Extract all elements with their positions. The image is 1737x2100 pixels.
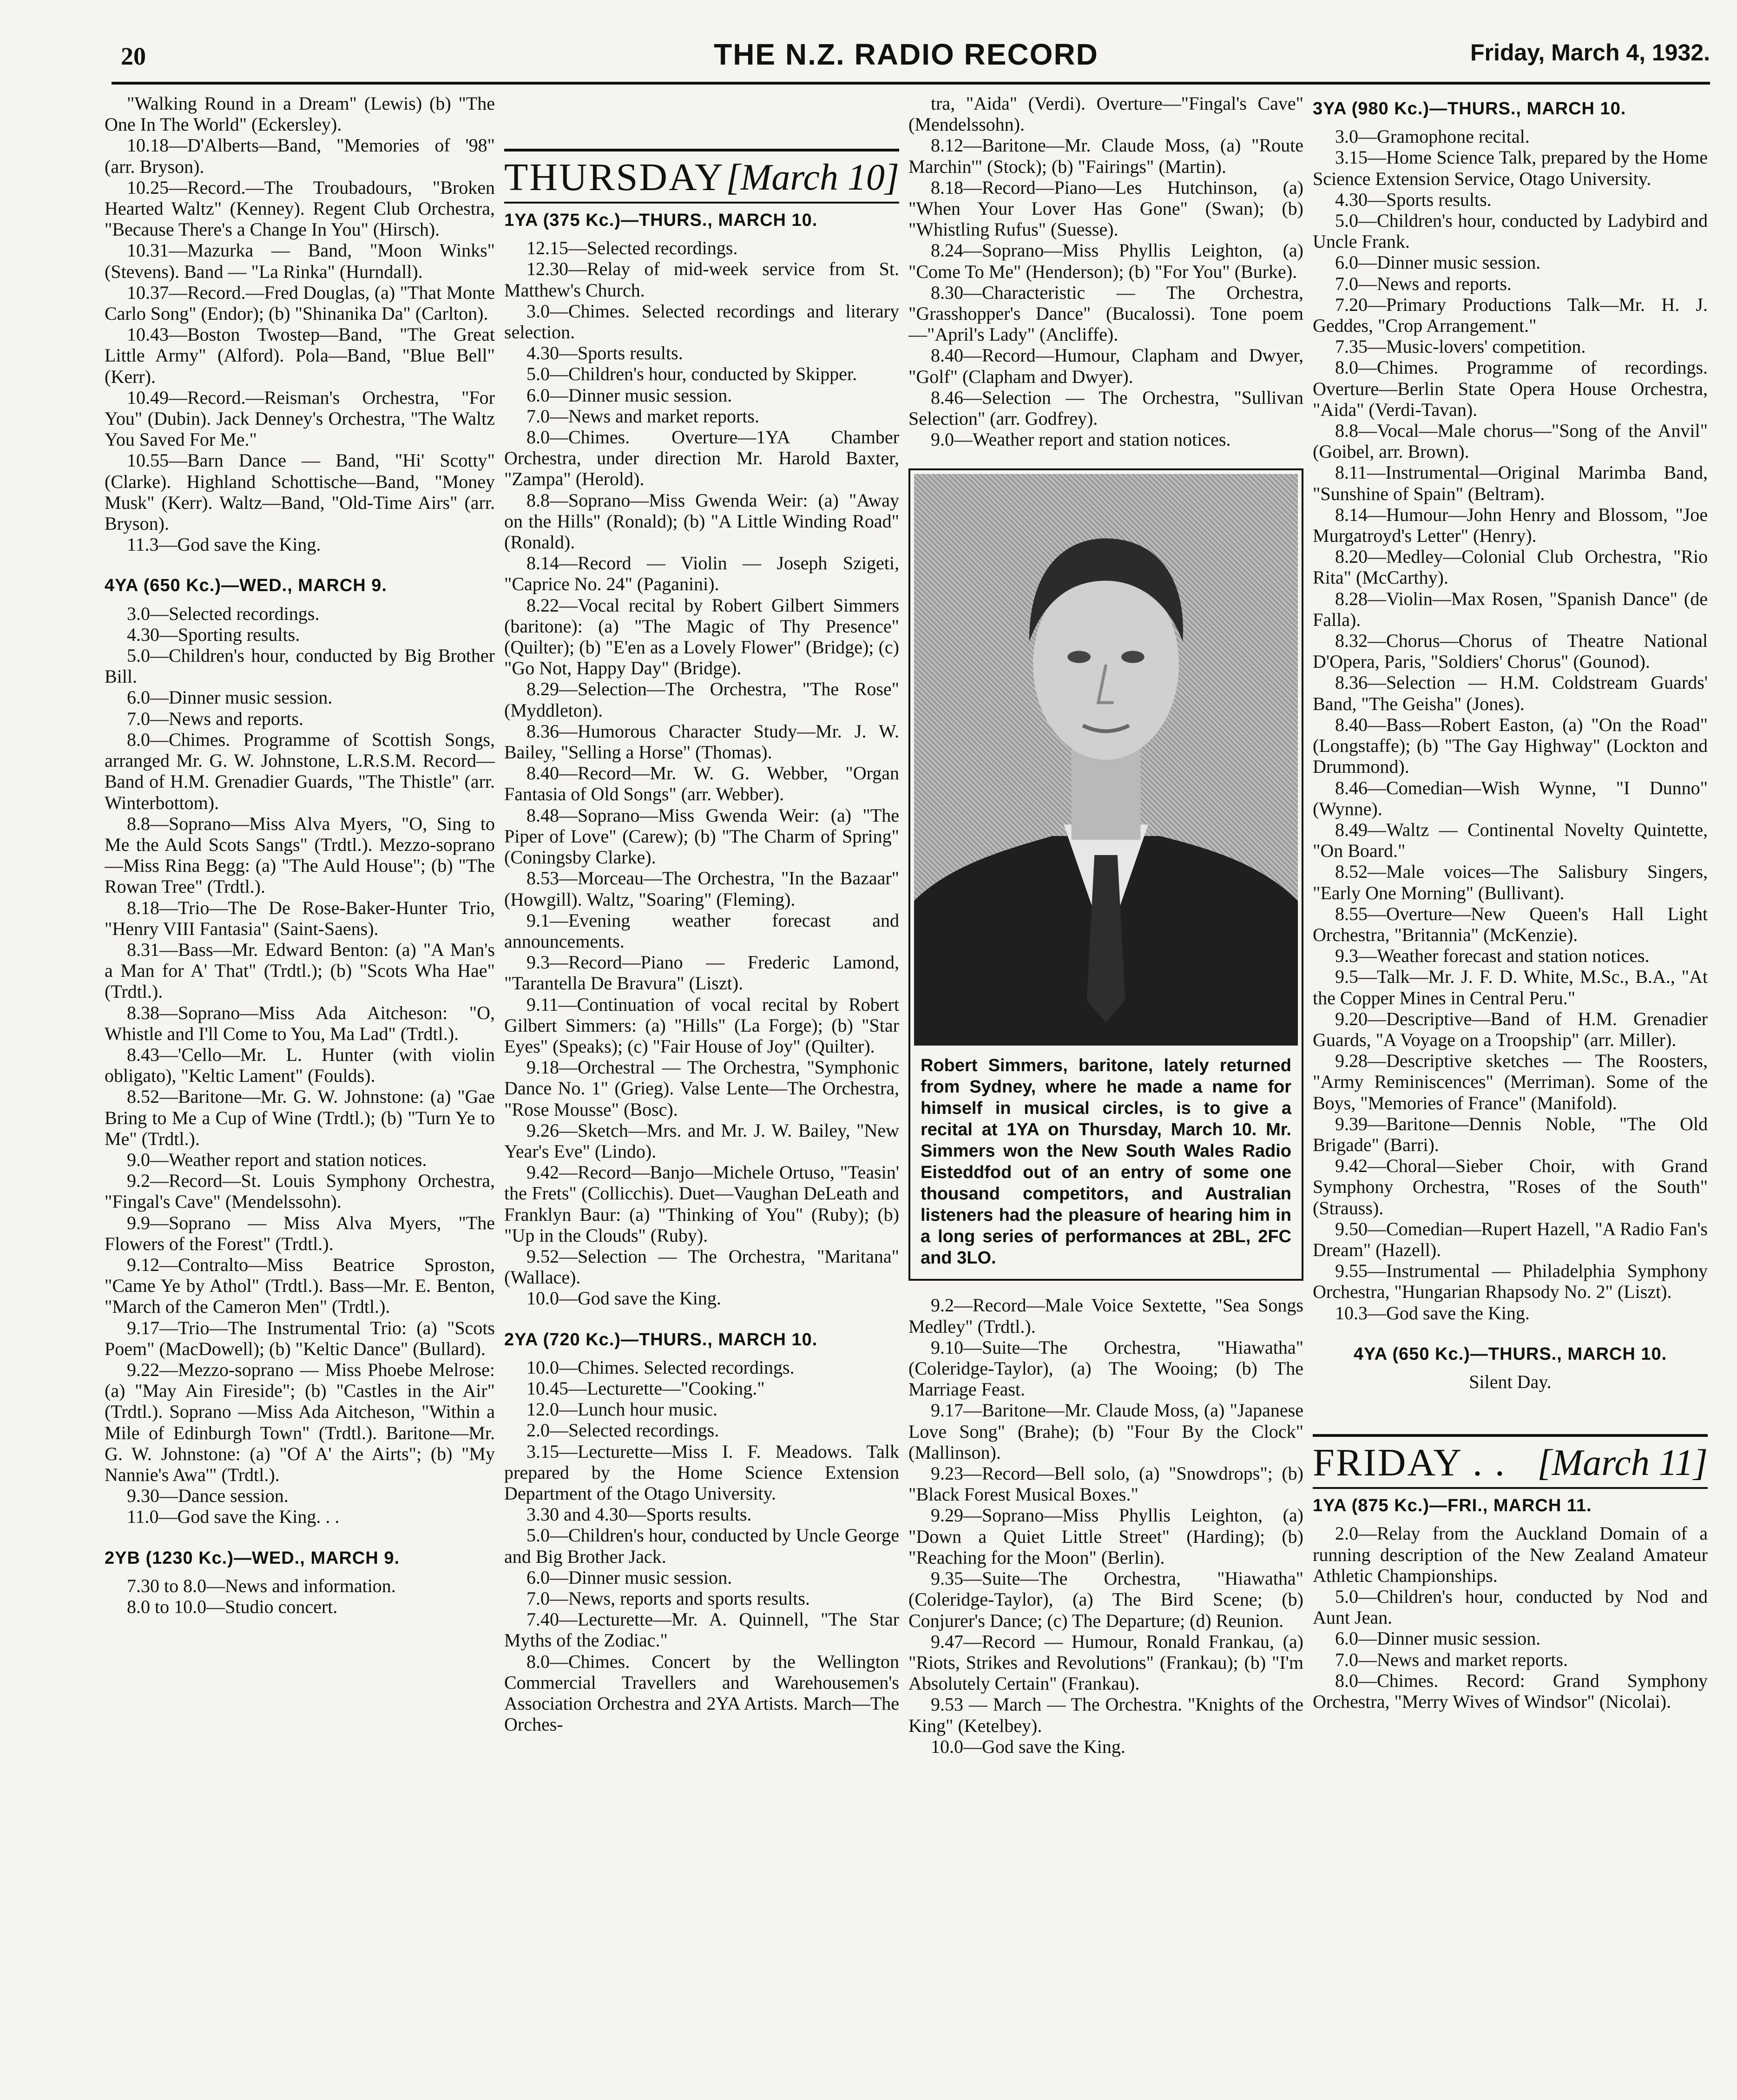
programme-entry: 3.0—Selected recordings. [127,603,320,624]
programme-entry: 7.40—Lecturette—Mr. A. Quinnell, "The Star Myths of the Zodiac." [504,1609,899,1651]
programme-entry: 9.17—Trio—The Instrumental Trio: (a) "Scots Poem" (MacDowell); (b) "Keltic Dance" (Bullard). [105,1317,495,1359]
programme-entry: 2.0—Relay from the Auckland Domain of a running description of the New Zealand Amateur Athletic Championships. [1313,1523,1708,1586]
programme-entry: 9.2—Record—Male Voice Sextette, "Sea Songs Medley" (Trdtl.). [908,1295,1303,1337]
programme-entry: 9.10—Suite—The Orchestra, "Hiawatha" (Coleridge-Taylor), (a) The Wooing; (b) The Marriage Feast. [908,1336,1303,1400]
publication-title: THE N.Z. RADIO RECORD [714,38,1099,71]
programme-3ya-thurs [1313,126,1708,1323]
column-2 [504,93,899,2082]
programme-entry: 7.30 to 8.0—News and information. [127,1575,396,1596]
programme-entry: 9.11—Continuation of vocal recital by Robert Gilbert Simmers: (a) "Hills" (La Forge); (b) "Star Eyes" (Speaks); (c) "Fair House of Joy" (Quilter). [504,994,899,1057]
station-heading-4ya-thurs: 4YA (650 Kc.)—THURS., MARCH 10. [1353,1344,1667,1364]
programme-entry: 7.0—News and reports. [1335,273,1512,294]
programme-entry: 7.0—News and market reports. [526,405,759,427]
programme-entry: 8.40—Record—Humour, Clapham and Dwyer, "Golf" (Clapham and Dwyer). [908,345,1303,387]
continued-programme [105,93,495,555]
programme-entry: 11.3—God save the King. [127,534,321,555]
programme-entry: 3.15—Home Science Talk, prepared by the Home Science Extension Service, Otago University. [1313,147,1708,189]
programme-entry: 8.0—Chimes. Programme of recordings. Overture—Berlin State Opera House Orchestra, "Aida" (Verdi-Tavan). [1313,357,1708,420]
programme-entry: 6.0—Dinner music session. [1335,252,1541,273]
programme-entry: 8.18—Record—Piano—Les Hutchinson, (a) "When Your Lover Has Gone" (Swan); (b) "Whistling Rufus" (Suesse). [908,177,1303,240]
programme-entry: 6.0—Dinner music session. [526,384,732,406]
programme-entry: 6.0—Dinner music session. [127,687,333,708]
day-name: THURSDAY [504,156,724,199]
station-heading-3ya-thurs: 3YA (980 Kc.)—THURS., MARCH 10. [1313,99,1626,118]
programme-1ya-fri [1313,1523,1708,1712]
day-heading-friday [1313,1434,1708,1489]
programme-entry: 6.0—Dinner music session. [526,1567,732,1588]
station-heading-2yb-wed: 2YB (1230 Kc.)—WED., MARCH 9. [105,1548,400,1568]
programme-entry: 5.0—Children's hour, conducted by Ladybird and Uncle Frank. [1313,210,1708,252]
programme-entry: 7.0—News and reports. [127,708,303,729]
programme-entry: 8.18—Trio—The De Rose-Baker-Hunter Trio, "Henry VIII Fantasia" (Saint-Saens). [105,897,495,939]
programme-entry: 12.30—Relay of mid-week service from St. Matthew's Church. [504,258,899,301]
programme-2yb-wed [105,1575,495,1617]
programme-entry: 9.52—Selection — The Orchestra, "Maritana" (Wallace). [504,1245,899,1288]
programme-entry: 9.55—Instrumental — Philadelphia Symphony Orchestra, "Hungarian Rhapsody No. 2" (Liszt). [1313,1260,1708,1303]
programme-2ya-thurs [504,1357,899,1735]
column-1 [105,93,495,2082]
day-date: [March 11] [1537,1442,1708,1484]
programme-entry: 10.45—Lecturette—"Cooking." [526,1377,765,1399]
programme-entry: 8.36—Selection — H.M. Coldstream Guards' Band, "The Geisha" (Jones). [1313,672,1708,714]
column-4 [1313,93,1708,2082]
programme-entry: 2.0—Selected recordings. [526,1420,719,1441]
programme-2ya-late [908,1295,1303,1757]
programme-entry: 3.30 and 4.30—Sports results. [526,1504,752,1525]
programme-entry: 3.0—Gramophone recital. [1335,126,1530,147]
issue-date: Friday, March 4, 1932. [1470,39,1710,66]
programme-entry: 8.52—Male voices—The Salisbury Singers, "Early One Morning" (Bullivant). [1313,861,1708,903]
programme-entry: 9.28—Descriptive sketches — The Roosters, "Army Reminiscences" (Merriman). Some of the Boys, "Memories of France" (Manifold). [1313,1050,1708,1113]
programme-entry: 7.35—Music-lovers' competition. [1335,336,1586,357]
programme-entry: 10.25—Record.—The Troubadours, "Broken Hearted Waltz" (Kenney). Regent Club Orchestra, "Because There's a Change In You" (Hirsch). [105,177,495,240]
programme-entry: 9.12—Contralto—Miss Beatrice Sproston, "Came Ye by Athol" (Trdtl.). Bass—Mr. E. Benton, "March of the Cameron Men" (Trdtl.). [105,1254,495,1317]
day-heading-thursday [504,149,899,204]
programme-entry: 9.42—Record—Banjo—Michele Ortuso, "Teasin' the Frets" (Collicchis). Duet—Vaughan DeLeath and Franklyn Baur: (a) "Thinking of You" (Ruby); (b) "Up in the Clouds" (Ruby). [504,1162,899,1246]
programme-entry: 7.20—Primary Productions Talk—Mr. H. J. Geddes, "Crop Arrangement." [1313,294,1708,336]
programme-entry: 10.43—Boston Twostep—Band, "The Great Little Army" (Alford). Pola—Band, "Blue Bell" (Kerr). [105,324,495,387]
photo-feature [908,468,1303,1281]
programme-entry: 8.11—Instrumental—Original Marimba Band, "Sunshine of Spain" (Beltram). [1313,462,1708,504]
programme-entry: 8.0—Chimes. Programme of Scottish Songs, arranged Mr. G. W. Johnstone, L.R.S.M. Record—Band of H.M. Grenadier Guards, "The Thistle" (arr. Winterbottom). [105,729,495,813]
programme-entry: 9.0—Weather report and station notices. [127,1149,427,1170]
programme-entry: 8.8—Vocal—Male chorus—"Song of the Anvil" (Goibel, arr. Brown). [1313,420,1708,462]
programme-entry: 9.0—Weather report and station notices. [931,429,1231,450]
programme-entry: 9.3—Record—Piano — Frederic Lamond, "Tarantella De Bravura" (Liszt). [504,952,899,994]
programme-entry: 10.55—Barn Dance — Band, "Hi' Scotty" (Clarke). Highland Schottische—Band, "Money Musk" (Kerr). Waltz—Band, "Old-Time Airs" (arr. Bryson). [105,450,495,534]
programme-entry: 4.30—Sports results. [526,342,683,364]
programme-entry: 9.17—Baritone—Mr. Claude Moss, (a) "Japanese Love Song" (Brahe); (b) "Four By the Clock" (Mallinson). [908,1400,1303,1463]
programme-entry: 8.46—Selection — The Orchestra, "Sullivan Selection" (arr. Godfrey). [908,387,1303,429]
programme-entry: 4.30—Sporting results. [127,624,300,645]
programme-entry: 10.0—God save the King. [526,1288,721,1309]
programme-entry: 8.0—Chimes. Concert by the Wellington Commercial Travellers and Warehousemen's Association Orchestra and 2YA Artists. March—The Orches- [504,1651,899,1735]
page-number: 20 [121,42,146,70]
programme-entry: 9.23—Record—Bell solo, (a) "Snowdrops"; (b) "Black Forest Musical Boxes." [908,1463,1303,1505]
column-3 [908,93,1303,2082]
programme-entry: 8.40—Bass—Robert Easton, (a) "On the Road" (Longstaffe); (b) "The Gay Highway" (Lockton and Drummond). [1313,714,1708,777]
programme-entry: 9.9—Soprano — Miss Alva Myers, "The Flowers of the Forest" (Trdtl.). [105,1212,495,1254]
programme-entry: 8.8—Soprano—Miss Gwenda Weir: (a) "Away on the Hills" (Ronald); (b) "A Little Winding Road" (Ronald). [504,489,899,553]
programme-entry: 8.24—Soprano—Miss Phyllis Leighton, (a) "Come To Me" (Henderson); (b) "For You" (Burke). [908,240,1303,282]
programme-1ya-thurs [504,237,899,1309]
station-heading-1ya-thurs: 1YA (375 Kc.)—THURS., MARCH 10. [504,211,818,230]
programme-entry: 3.0—Chimes. Selected recordings and literary selection. [504,300,899,343]
page-header [102,37,1710,84]
programme-entry: 5.0—Children's hour, conducted by Skipper. [526,363,857,385]
programme-entry: 10.0—Chimes. Selected recordings. [526,1356,795,1378]
programme-entry: 9.30—Dance session. [127,1485,289,1507]
programme-entry: 8.32—Chorus—Chorus of Theatre National D'Opera, Paris, "Soldiers' Chorus" (Gounod). [1313,630,1708,672]
programme-entry: 8.14—Record — Violin — Joseph Szigeti, "Caprice No. 24" (Paganini). [504,553,899,595]
programme-entry: 8.22—Vocal recital by Robert Gilbert Simmers (baritone): (a) "The Magic of Thy Presence" (Quilter); (b) "E'en as a Lovely Flower" (Bridge); (c) "Go Not, Happy Day" (Bridge). [504,594,899,679]
programme-entry: 8.14—Humour—John Henry and Blossom, "Joe Murgatroyd's Letter" (Henry). [1313,504,1708,546]
programme-entry: 9.3—Weather forecast and station notices. [1335,945,1650,967]
programme-entry: 3.15—Lecturette—Miss I. F. Meadows. Talk prepared by the Home Science Extension Department of the Otago University. [504,1441,899,1504]
programme-entry: 7.0—News and market reports. [1335,1649,1568,1670]
programme-entry: 5.0—Children's hour, conducted by Big Brother Bill. [105,645,495,687]
programme-entry: 8.31—Bass—Mr. Edward Benton: (a) "A Man's a Man for A' That" (Trdtl.); (b) "Scots Wha Hae" (Trdtl.). [105,939,495,1002]
programme-entry: 9.2—Record—St. Louis Symphony Orchestra, "Fingal's Cave" (Mendelssohn). [105,1170,495,1212]
programme-entry: 8.0 to 10.0—Studio concert. [127,1596,338,1618]
header-rule [112,82,1710,85]
programme-2ya-continued [908,93,1303,450]
station-heading-4ya-wed: 4YA (650 Kc.)—WED., MARCH 9. [105,576,387,596]
programme-entry: 9.18—Orchestral — The Orchestra, "Symphonic Dance No. 1" (Grieg). Valse Lente—The Orchestra, "Rose Mousse" (Bosc). [504,1057,899,1120]
programme-entry: 10.18—D'Alberts—Band, "Memories of '98" (arr. Bryson). [105,135,495,177]
programme-entry: 9.53 — March — The Orchestra. "Knights of the King" (Ketelbey). [908,1694,1303,1736]
programme-entry: 6.0—Dinner music session. [1335,1628,1541,1649]
programme-entry: 10.37—Record.—Fred Douglas, (a) "That Monte Carlo Song" (Endor); (b) "Shinanika Da" (Carlton). [105,282,495,324]
programme-4ya-wed [105,603,495,1527]
programme-entry: 8.40—Record—Mr. W. G. Webber, "Organ Fantasia of Old Songs" (arr. Webber). [504,763,899,805]
programme-entry: 8.48—Soprano—Miss Gwenda Weir: (a) "The Piper of Love" (Carew); (b) "The Charm of Spring" (Coningsby Clarke). [504,804,899,868]
programme-entry: 9.1—Evening weather forecast and announcements. [504,909,899,952]
programme-entry: 8.53—Morceau—The Orchestra, "In the Bazaar" (Howgill). Waltz, "Soaring" (Fleming). [504,868,899,910]
portrait-photo [914,474,1298,1046]
programme-entry: 8.43—'Cello—Mr. L. Hunter (with violin obligato), "Keltic Lament" (Foulds). [105,1044,495,1086]
silent-day-note: Silent Day. [1469,1371,1552,1392]
programme-entry: tra, "Aida" (Verdi). Overture—"Fingal's Cave" (Mendelssohn). [908,93,1303,135]
station-heading-1ya-fri: 1YA (875 Kc.)—FRI., MARCH 11. [1313,1496,1592,1516]
programme-entry: 5.0—Children's hour, conducted by Uncle George and Big Brother Jack. [504,1525,899,1567]
programme-entry: 4.30—Sports results. [1335,189,1492,210]
programme-entry: 8.36—Humorous Character Study—Mr. J. W. Bailey, "Selling a Horse" (Thomas). [504,720,899,763]
programme-entry: 8.30—Characteristic — The Orchestra, "Grasshopper's Dance" (Bucalossi). Tone poem—"April's Lady" (Ancliffe). [908,282,1303,345]
programme-entry: 7.0—News, reports and sports results. [526,1588,810,1609]
programme-entry: 8.29—Selection—The Orchestra, "The Rose" (Myddleton). [504,678,899,721]
programme-entry: 10.0—God save the King. [931,1736,1125,1757]
programme-entry: 12.0—Lunch hour music. [526,1399,718,1420]
station-heading-2ya-thurs: 2YA (720 Kc.)—THURS., MARCH 10. [504,1330,818,1350]
programme-entry: 8.52—Baritone—Mr. G. W. Johnstone: (a) "Gae Bring to Me a Cup of Wine (Trdtl.); (b) "Turn Ye to Me" (Trdtl.). [105,1086,495,1149]
programme-entry: 10.49—Record.—Reisman's Orchestra, "For You" (Dubin). Jack Denney's Orchestra, "The Waltz You Saved For Me." [105,387,495,450]
programme-entry: 9.26—Sketch—Mrs. and Mr. J. W. Bailey, "New Year's Eve" (Lindo). [504,1119,899,1162]
programme-entry: 9.39—Baritone—Dennis Noble, "The Old Brigade" (Barri). [1313,1113,1708,1155]
programme-entry: 8.0—Chimes. Overture—1YA Chamber Orchestra, under direction Mr. Harold Baxter, "Zampa" (Herold). [504,427,899,490]
programme-entry: 8.55—Overture—New Queen's Hall Light Orchestra, "Britannia" (McKenzie). [1313,903,1708,945]
portrait-figure [914,474,1298,1046]
programme-entry: 8.28—Violin—Max Rosen, "Spanish Dance" (de Falla). [1313,588,1708,630]
programme-entry: 8.12—Baritone—Mr. Claude Moss, (a) "Route Marchin'" (Stock); (b) "Fairings" (Martin). [908,135,1303,177]
programme-entry: 5.0—Children's hour, conducted by Nod and Aunt Jean. [1313,1586,1708,1628]
programme-entry: 9.42—Choral—Sieber Choir, with Grand Symphony Orchestra, "Roses of the South" (Strauss). [1313,1155,1708,1218]
programme-entry: 8.0—Chimes. Record: Grand Symphony Orchestra, "Merry Wives of Windsor" (Nicolai). [1313,1670,1708,1712]
programme-entry: 8.49—Waltz — Continental Novelty Quintette, "On Board." [1313,819,1708,862]
programme-entry: 8.46—Comedian—Wish Wynne, "I Dunno" (Wynne). [1313,777,1708,819]
programme-entry: 9.35—Suite—The Orchestra, "Hiawatha" (Coleridge-Taylor), (a) The Bird Scene; (b) Conjurer's Dance; (c) The Departure; (d) Reunion. [908,1568,1303,1631]
programme-entry: 8.8—Soprano—Miss Alva Myers, "O, Sing to Me the Auld Scots Sangs" (Trdtl.). Mezzo-soprano—Miss Rina Begg: (a) "The Auld House"; (b) "The Rowan Tree" (Trdtl.). [105,813,495,897]
programme-entry: 10.31—Mazurka — Band, "Moon Winks" (Stevens). Band — "La Rinka" (Hurndall). [105,240,495,282]
programme-entry: "Walking Round in a Dream" (Lewis) (b) "The One In The World" (Eckersley). [105,93,495,135]
programme-entry: 9.20—Descriptive—Band of H.M. Grenadier Guards, "A Voyage on a Troopship" (arr. Miller). [1313,1008,1708,1050]
day-date: [March 10] [726,157,899,198]
programme-entry: 10.3—God save the King. [1335,1302,1530,1323]
programme-entry: 11.0—God save the King. . . [127,1506,340,1527]
programme-entry: 9.5—Talk—Mr. J. F. D. White, M.Sc., B.A., "At the Copper Mines in Central Peru." [1313,966,1708,1008]
programme-entry: 9.22—Mezzo-soprano — Miss Phoebe Melrose: (a) "May Ain Fireside"; (b) "Castles in the Air" (Trdtl.). Soprano —Miss Ada Aitcheson, "Within a Mile of Edinburgh Town" (Trdtl.). Baritone—Mr. G. W. Johnstone: (a) "Of A' the Airts"; (b) "My Nannie's Awa'" (Trdtl.). [105,1359,495,1485]
photo-caption: Robert Simmers, baritone, lately returned from Sydney, where he made a name for himself in musical circles, is to give a recital at 1YA on Thursday, March 10. Mr. Simmers won the New South Wales Radio Eisteddfod out of an entry of some one thousand competitors, and Australian listeners had the pleasure of hearing him in a long series of performances at 2BL, 2FC and 3LO. [921,1056,1291,1268]
programme-entry: 12.15—Selected recordings. [526,237,738,259]
programme-entry: 8.38—Soprano—Miss Ada Aitcheson: "O, Whistle and I'll Come to You, Ma Lad" (Trdtl.). [105,1002,495,1044]
programme-entry: 9.50—Comedian—Rupert Hazell, "A Radio Fan's Dream" (Hazell). [1313,1218,1708,1260]
programme-entry: 9.29—Soprano—Miss Phyllis Leighton, (a) "Down a Quiet Little Street" (Harding); (b) "Reaching for the Moon" (Berlin). [908,1505,1303,1568]
day-name: FRIDAY . . [1313,1441,1506,1485]
programme-entry: 9.47—Record — Humour, Ronald Frankau, (a) "Riots, Strikes and Revolutions" (Frankau); (b) "I'm Absolutely Certain" (Frankau). [908,1631,1303,1694]
programme-entry: 8.20—Medley—Colonial Club Orchestra, "Rio Rita" (McCarthy). [1313,546,1708,588]
